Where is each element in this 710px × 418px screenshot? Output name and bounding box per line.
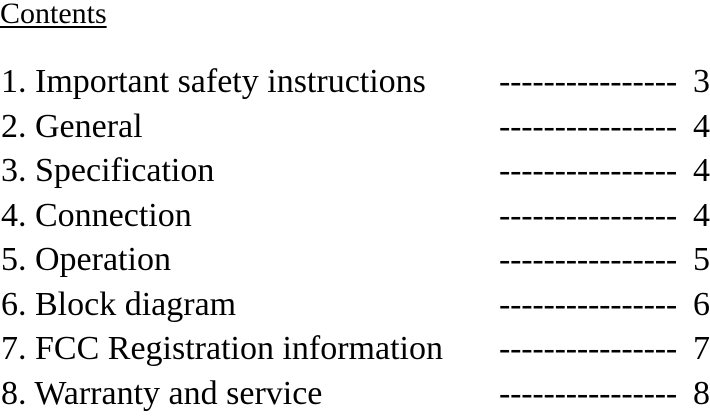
toc-entry xyxy=(0,374,710,418)
toc-leader: ---------------- xyxy=(499,151,677,191)
toc-entry-title: 3. Specification xyxy=(1,151,214,191)
toc-page-number: 4 xyxy=(693,107,710,147)
toc-page-number: 3 xyxy=(693,62,710,102)
toc-entry-title: 7. FCC Registration information xyxy=(1,329,443,369)
toc-page-number: 7 xyxy=(693,329,710,369)
toc-leader: ---------------- xyxy=(499,285,677,325)
toc-page-number: 5 xyxy=(693,240,710,280)
toc-entry-title: 2. General xyxy=(1,107,143,147)
toc-leader: ---------------- xyxy=(499,240,677,280)
toc-page-number: 4 xyxy=(693,151,710,191)
toc-page-number: 6 xyxy=(693,285,710,325)
toc-entry xyxy=(0,329,710,374)
toc-leader: ---------------- xyxy=(499,329,677,369)
toc-entry xyxy=(0,62,710,107)
toc-page-number: 8 xyxy=(693,374,710,414)
toc-entry-title: 6. Block diagram xyxy=(1,285,236,325)
contents-heading: Contents xyxy=(0,0,107,32)
toc-entry-title: 4. Connection xyxy=(1,196,192,236)
toc-page-number: 4 xyxy=(693,196,710,236)
toc-leader: ---------------- xyxy=(499,107,677,147)
toc-leader: ---------------- xyxy=(499,374,677,414)
toc-entry xyxy=(0,240,710,285)
toc-entry xyxy=(0,151,710,196)
toc-leader: ---------------- xyxy=(499,196,677,236)
toc-entry-title: 1. Important safety instructions xyxy=(1,62,426,102)
toc-entry xyxy=(0,107,710,152)
toc-entry-title: 5. Operation xyxy=(1,240,171,280)
toc-leader: ---------------- xyxy=(499,62,677,102)
table-of-contents xyxy=(0,62,710,418)
toc-entry xyxy=(0,196,710,241)
toc-entry-title: 8. Warranty and service xyxy=(1,374,322,414)
toc-entry xyxy=(0,285,710,330)
